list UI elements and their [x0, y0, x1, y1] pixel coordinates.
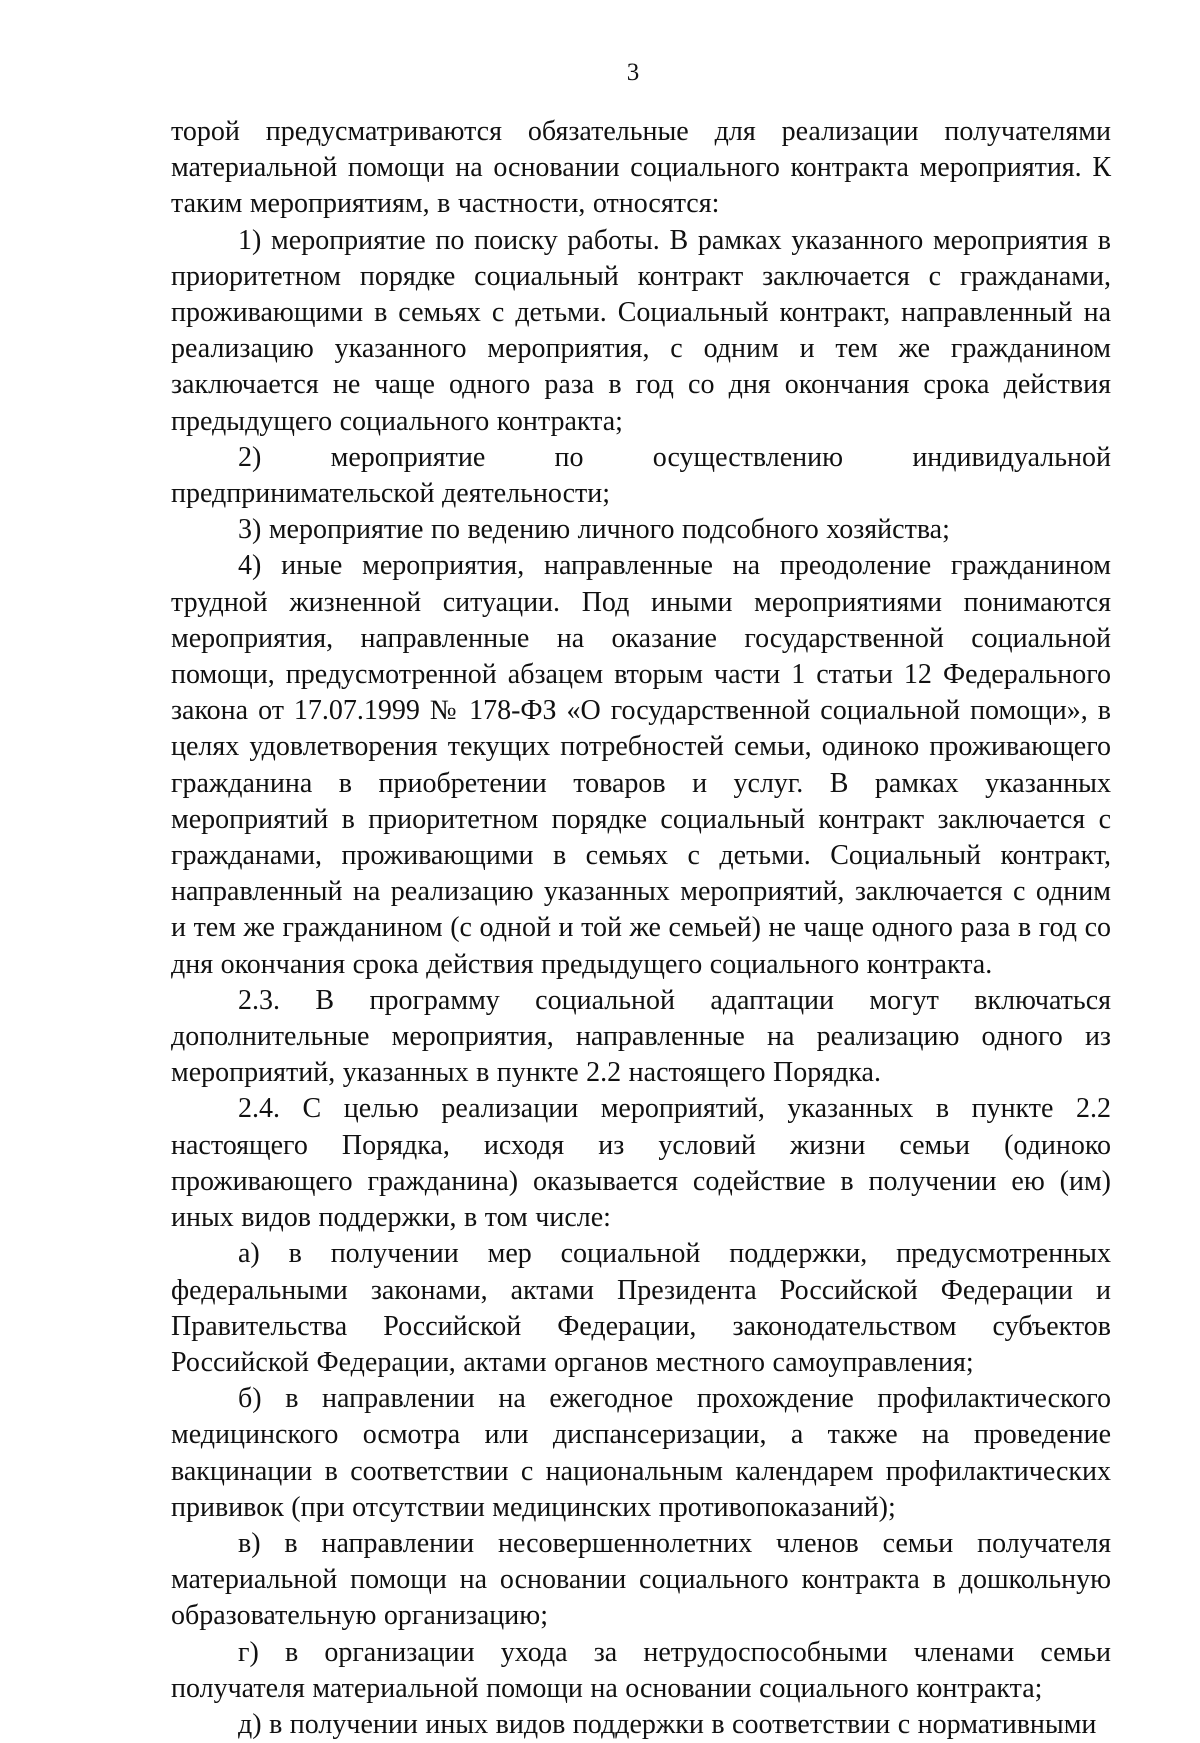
paragraph-subitem-a: а) в получении мер социальной поддержки, предусмотренных федеральными законами, актами Президента Российской Федерации и Правительства Российской Федерации, законодательством субъектов Российской Федерации, актами органов местного самоуправления; [171, 1238, 1111, 1378]
paragraph-item-4: 4) иные мероприятия, направленные на преодоление гражданином трудной жизненной ситуации. Под иными мероприятиями понимаются мероприятия, направленные на оказание государственной социальной помощи, предусмотренной абзацем вторым части 1 статьи 12 Федерального закона от 17.07.1999 № 178-ФЗ «О государственной социальной помощи», в целях удовлетворения текущих потребностей семьи, одиноко проживающего гражданина в приобретении товаров и услуг. В рамках указанных мероприятий в приоритетном порядке социальный контракт заключается с гражданами, проживающими в семьях с детьми. Социальный контракт, направленный на реализацию указанных мероприятий, заключается с одним и тем же гражданином (с одной и той же семьей) не чаще одного раза в год со дня окончания срока действия предыдущего социального контракта. [171, 550, 1111, 980]
paragraph-subitem-v: в) в направлении несовершеннолетних членов семьи получателя материальной помощи на основании социального контракта в дошкольную образовательную организацию; [171, 1527, 1111, 1632]
paragraph-item-1: 1) мероприятие по поиску работы. В рамках указанного мероприятия в приоритетном порядке социальный контракт заключается с гражданами, проживающими в семьях с детьми. Социальный контракт, направленный на реализацию указанного мероприятия, с одним и тем же гражданином заключается не чаще одного раза в год со дня окончания срока действия предыдущего социального контракта; [171, 224, 1111, 437]
page-number: 3 [626, 59, 640, 86]
paragraph-subitem-g: г) в организации ухода за нетрудоспособными членами семьи получателя материальной помощи на основании социального контракта; [171, 1636, 1111, 1704]
paragraph-2-3: 2.3. В программу социальной адаптации могут включаться дополнительные мероприятия, направленные на реализацию одного из мероприятий, указанных в пункте 2.2 настоящего Порядка. [171, 984, 1111, 1089]
paragraph-subitem-b: б) в направлении на ежегодное прохождение профилактического медицинского осмотра или диспансеризации, а также на проведение вакцинации в соответствии с национальным календарем профилактических прививок (при отсутствии медицинских противопоказаний); [171, 1383, 1111, 1523]
paragraph-item-2: 2) мероприятие по осуществлению индивидуальной предпринимательской деятельности; [171, 441, 1111, 510]
document-body [171, 114, 1111, 1743]
paragraph-continuation: торой предусматриваются обязательные для реализации получателями материальной помощи на основании социального контракта мероприятия. К таким мероприятиям, в частности, относятся: [171, 116, 1111, 220]
paragraph-item-3: 3) мероприятие по ведению личного подсобного хозяйства; [238, 514, 950, 546]
paragraph-subitem-d: д) в получении иных видов поддержки в соответствии с нормативными [238, 1708, 1097, 1740]
paragraph-2-4: 2.4. С целью реализации мероприятий, указанных в пункте 2.2 настоящего Порядка, исходя из условий жизни семьи (одиноко проживающего гражданина) оказывается содействие в получении ею (им) иных видов поддержки, в том числе: [171, 1093, 1111, 1234]
